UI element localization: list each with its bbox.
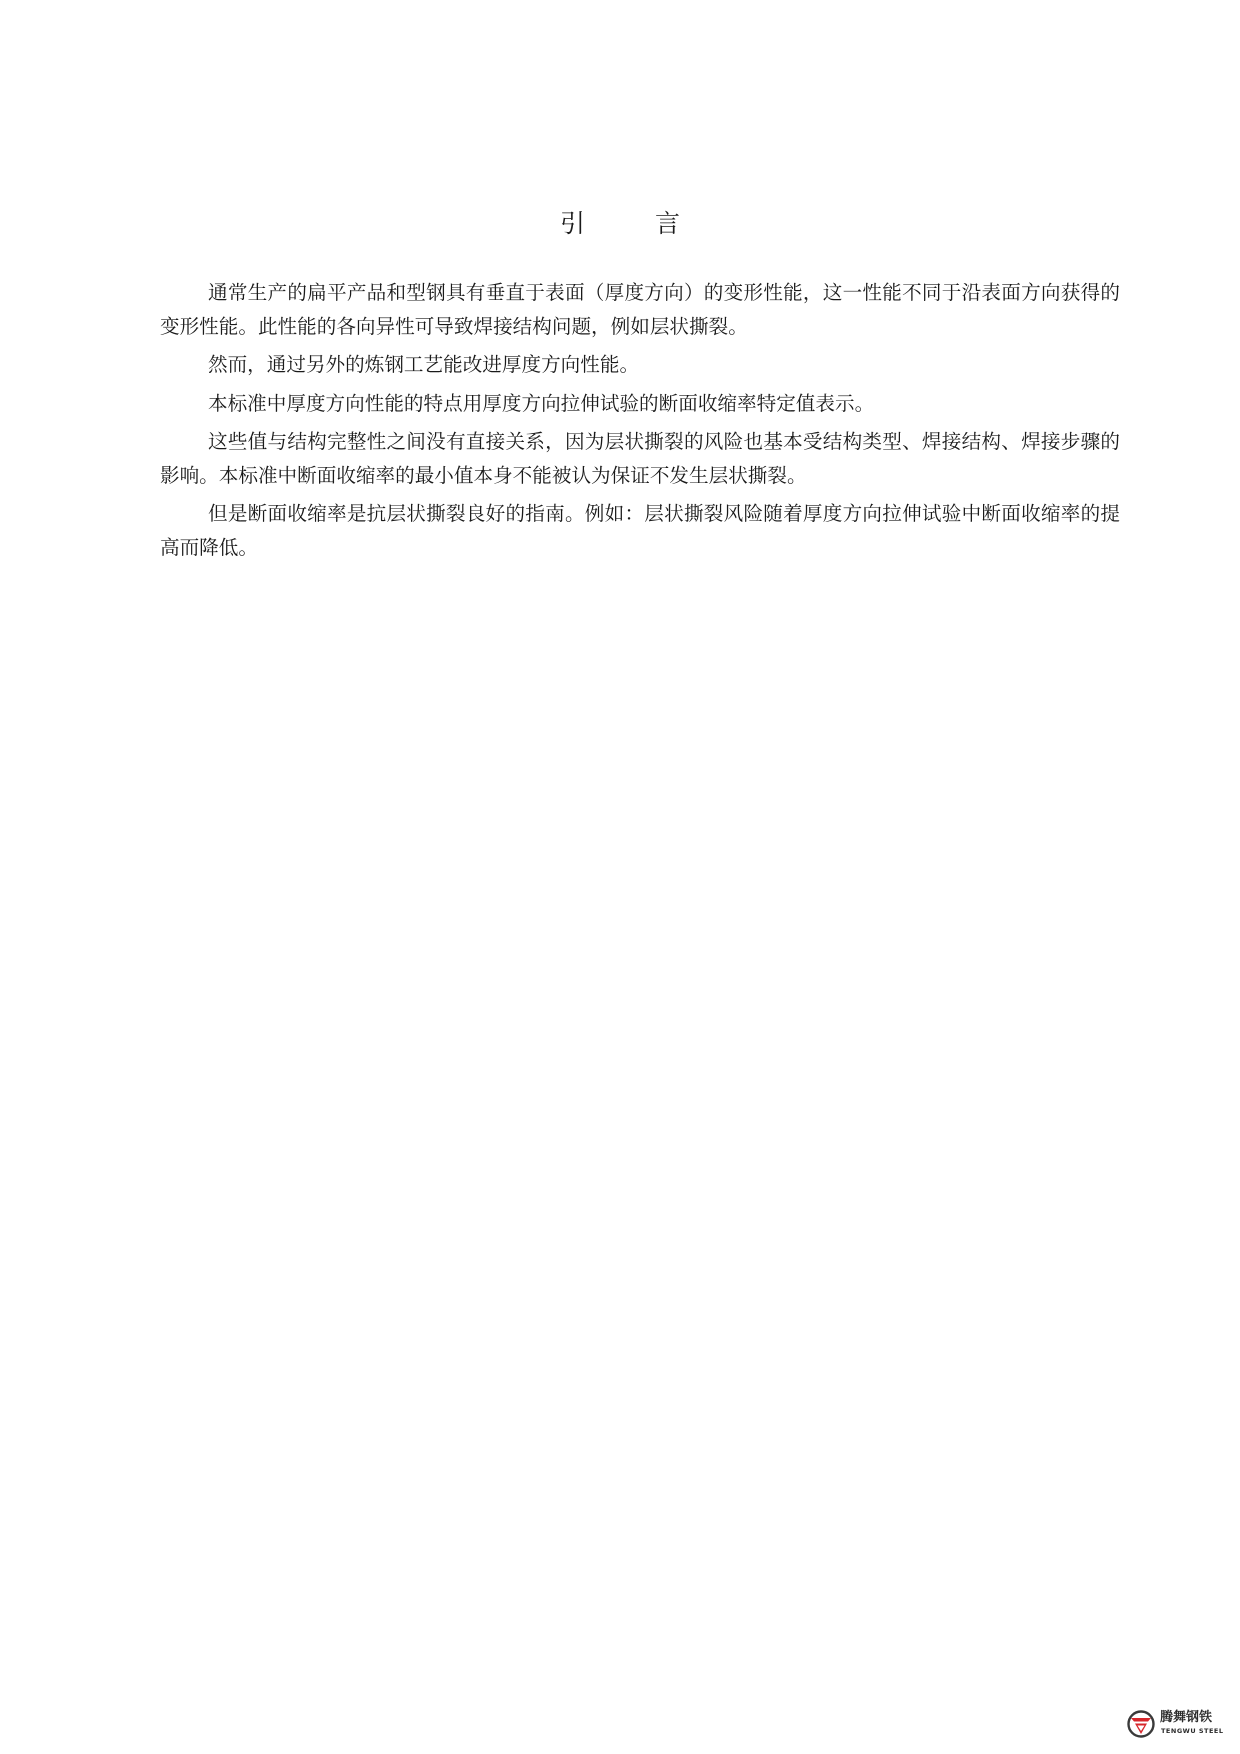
- company-watermark: [1126, 1706, 1226, 1742]
- paragraph-2: 然而，通过另外的炼钢工艺能改进厚度方向性能。: [208, 353, 640, 376]
- paragraph-5: 但是断面收缩率是抗层状撕裂良好的指南。例如：层状撕裂风险随着厚度方向拉伸试验中断面收缩率的提高而降低。: [160, 502, 1120, 559]
- paragraph-3: 本标准中厚度方向性能的特点用厚度方向拉伸试验的断面收缩率特定值表示。: [208, 391, 875, 415]
- paragraph-4: 这些值与结构完整性之间没有直接关系，因为层状撕裂的风险也基本受结构类型、焊接结构、焊接步骤的影响。本标准中断面收缩率的最小值本身不能被认为保证不发生层状撕裂。: [160, 430, 1120, 487]
- watermark-name-cn: 腾舞钢铁: [1160, 1710, 1213, 1725]
- document-body: [160, 276, 1120, 569]
- paragraph-1: 通常生产的扁平产品和型钢具有垂直于表面（厚度方向）的变形性能，这一性能不同于沿表面方向获得的变形性能。此性能的各向异性可导致焊接结构问题，例如层状撕裂。: [160, 281, 1120, 338]
- tengwu-logo-icon: [1126, 1709, 1156, 1739]
- watermark-name-en: TENGWU STEEL: [1161, 1727, 1224, 1735]
- page-title: 引言: [559, 209, 750, 238]
